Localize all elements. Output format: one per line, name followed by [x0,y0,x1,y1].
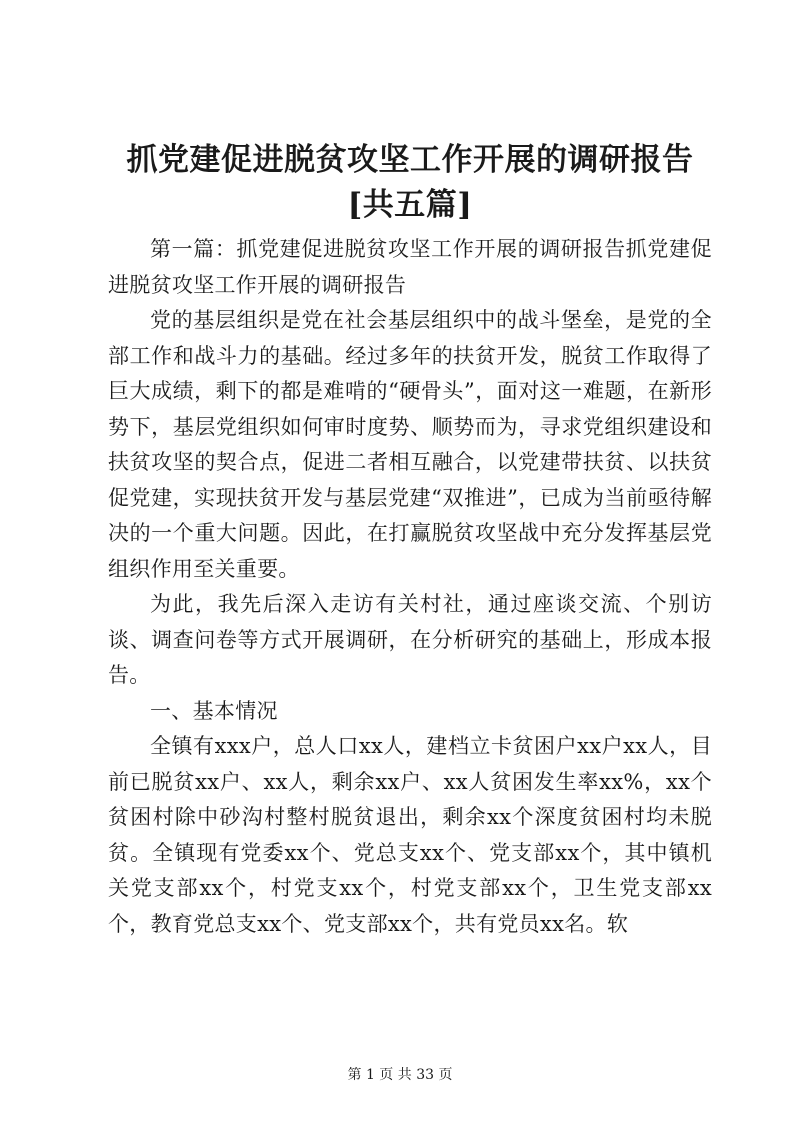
paragraph-basic-info: 全镇有xxx户，总人口xx人，建档立卡贫困户xx户xx人，目前已脱贫xx户、xx人，剩余xx户、xx人贫困发生率xx%，xx个贫困村除中砂沟村整村脱贫退出，剩余xx个深度贫困村均未脱贫。全镇现有党委xx个、党总支xx个、党支部xx个，其中镇机关党支部xx个，村党支xx个，村党支部xx个，卫生党支部xx个，教育党总支xx个、党支部xx个，共有党员xx名。软 [108,734,712,936]
document-title: 抓党建促进脱贫攻坚工作开展的调研报告[共五篇] [126,142,694,223]
paragraph-background: 党的基层组织是党在社会基层组织中的战斗堡垒，是党的全部工作和战斗力的基础。经过多年的扶贫开发，脱贫工作取得了巨大成绩，剩下的都是难啃的“硬骨头”，面对这一难题，在新形势下，基层党组织如何审时度势、顺势而为，寻求党组织建设和扶贫攻坚的契合点，促进二者相互融合，以党建带扶贫、以扶贫促党建，实现扶贫开发与基层党建“双推进”，已成为当前亟待解决的一个重大问题。因此，在打赢脱贫攻坚战中充分发挥基层党组织作用至关重要。 [108,308,712,581]
paragraph-method: 为此，我先后深入走访有关村社，通过座谈交流、个别访谈、调查问卷等方式开展调研，在分析研究的基础上，形成本报告。 [108,592,712,687]
document-page [108,138,712,942]
paragraph-intro: 第一篇：抓党建促进脱贫攻坚工作开展的调研报告抓党建促进脱贫攻坚工作开展的调研报告 [108,237,712,297]
page-footer: 第 1 页 共 33 页 [347,1067,453,1083]
section-heading: 一、基本情况 [150,698,278,723]
